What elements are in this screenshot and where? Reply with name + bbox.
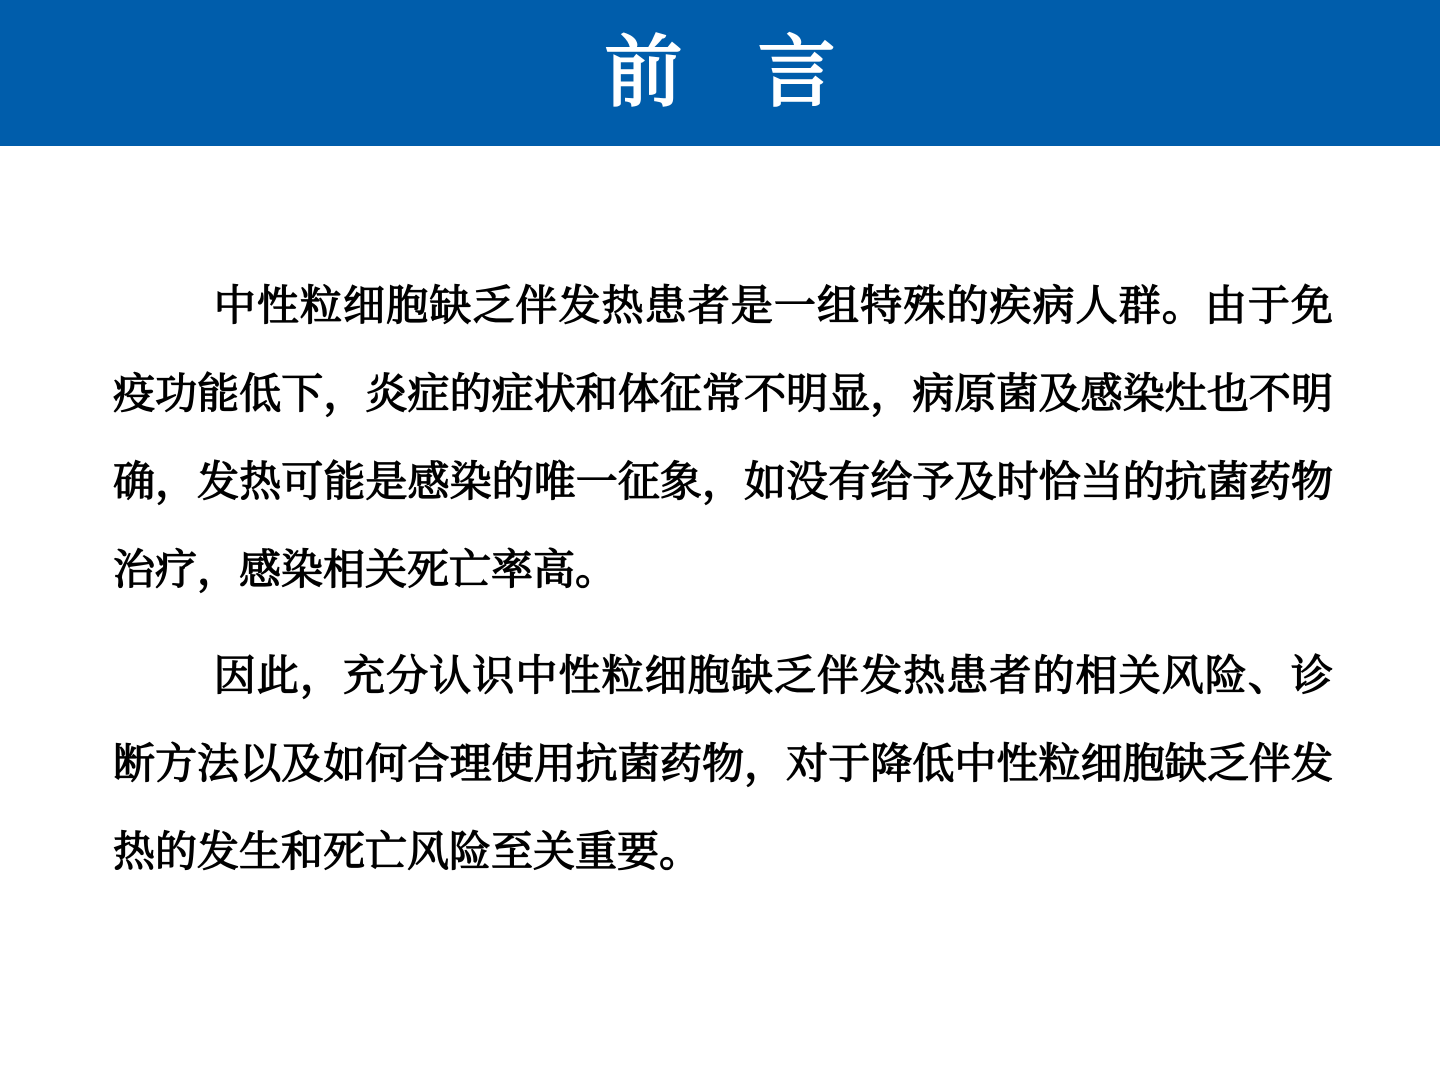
paragraph-conclusion: 因此，充分认识中性粒细胞缺乏伴发热患者的相关风险、诊断方法以及如何合理使用抗菌药物，对于降低中性粒细胞缺乏伴发热的发生和死亡风险至关重要。 <box>113 651 1333 876</box>
title-bar <box>0 0 1440 146</box>
paragraph-intro: 中性粒细胞缺乏伴发热患者是一组特殊的疾病人群。由于免疫功能低下，炎症的症状和体征常不明显，病原菌及感染灶也不明确，发热可能是感染的唯一征象，如没有给予及时恰当的抗菌药物治疗，感染相关死亡率高。 <box>113 281 1333 594</box>
body-text <box>113 262 1333 896</box>
page-title: 前 言 <box>604 28 860 118</box>
